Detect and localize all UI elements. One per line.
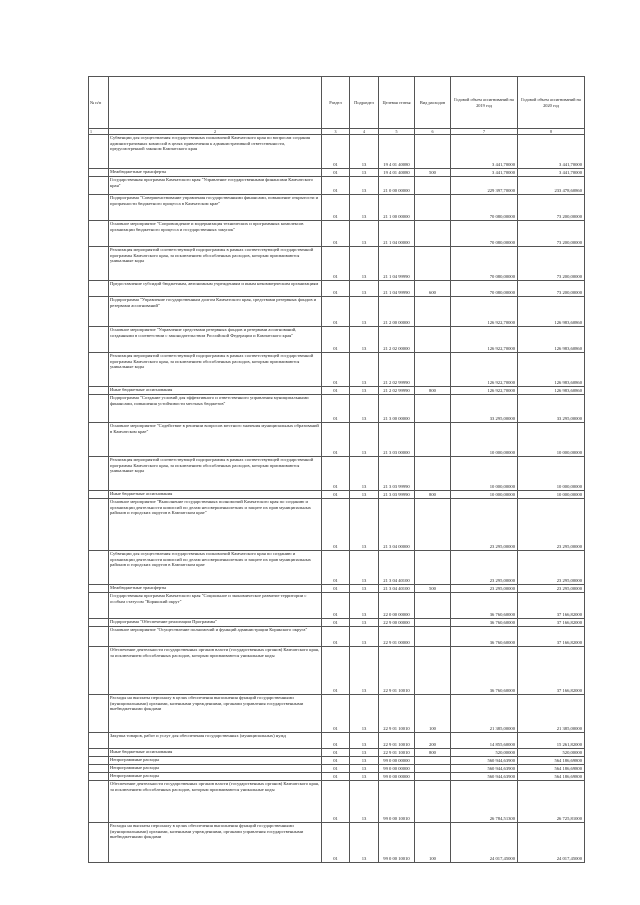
row-name: Подпрограмма "Обеспечение реализации Программы": [109, 619, 322, 627]
row-num: [89, 749, 109, 757]
row-razdel: 01: [322, 499, 350, 551]
row-target-article: 22 0 00 00000: [379, 593, 415, 619]
table-row: [89, 297, 585, 327]
row-amount-2019: 14 855,60000: [451, 733, 518, 749]
table-body: [89, 135, 585, 863]
row-target-article: 99 0 00 10010: [379, 823, 415, 863]
row-name: Непрограммные расходы: [109, 757, 322, 765]
row-podrazdel: 13: [350, 823, 379, 863]
row-expense-type: [415, 395, 451, 423]
row-amount-2020: 24 017,45000: [518, 823, 585, 863]
row-podrazdel: 13: [350, 749, 379, 757]
row-amount-2020: 73 200,00000: [518, 221, 585, 247]
row-amount-2020: 10 000,00000: [518, 423, 585, 457]
row-amount-2019: 24 017,45000: [451, 823, 518, 863]
col-number: 7: [451, 129, 518, 135]
row-name: Иные бюджетные ассигнования: [109, 749, 322, 757]
header-2020: Годовой объем ассигнований на 2020 год: [518, 77, 585, 129]
row-amount-2019: 23 295,00000: [451, 551, 518, 585]
row-podrazdel: 13: [350, 395, 379, 423]
table-row: [89, 281, 585, 297]
table-row: [89, 135, 585, 169]
row-razdel: 01: [322, 619, 350, 627]
row-name: Непрограммные расходы: [109, 765, 322, 773]
budget-table-sheet: [88, 76, 584, 863]
table-row: [89, 647, 585, 695]
row-razdel: 01: [322, 387, 350, 395]
row-num: [89, 135, 109, 169]
row-amount-2019: 10 000,00000: [451, 457, 518, 491]
row-amount-2020: 564 186,69800: [518, 765, 585, 773]
row-target-article: 22 9 01 00000: [379, 627, 415, 647]
row-podrazdel: 13: [350, 177, 379, 195]
row-num: [89, 823, 109, 863]
row-num: [89, 221, 109, 247]
row-name: Иные бюджетные ассигнования: [109, 491, 322, 499]
row-expense-type: [415, 297, 451, 327]
row-amount-2020: 23 295,00000: [518, 499, 585, 551]
row-expense-type: [415, 781, 451, 823]
row-podrazdel: 13: [350, 593, 379, 619]
row-amount-2019: 33 295,00000: [451, 395, 518, 423]
header-podrazdel: Подраздел: [350, 77, 379, 129]
row-expense-type: 600: [415, 281, 451, 297]
row-name: Подпрограмма "Управление государственным долгом Камчатского края, средствами резервных фондов и резервами ассигнований": [109, 297, 322, 327]
row-num: [89, 491, 109, 499]
row-target-article: 19 4 01 40080: [379, 135, 415, 169]
row-amount-2020: 10 000,00000: [518, 457, 585, 491]
row-razdel: 01: [322, 773, 350, 781]
row-amount-2020: 3 441,70000: [518, 135, 585, 169]
row-name: Субвенции для осуществления государственных полномочий Камчатского края по вопросам создания административных комиссий в целях привлечения к административной ответственности, предусмотренной законом Камчатского края: [109, 135, 322, 169]
row-num: [89, 757, 109, 765]
row-num: [89, 593, 109, 619]
col-number: 4: [350, 129, 379, 135]
row-target-article: 21 3 04 00000: [379, 499, 415, 551]
row-podrazdel: 13: [350, 695, 379, 733]
row-name: Обеспечение деятельности государственных органов власти (государственных органов) Камчатского края, за исключением обособленных расходов, которым присваиваются уникальные коды: [109, 647, 322, 695]
row-amount-2020: 33 295,00000: [518, 395, 585, 423]
row-amount-2019: 560 944,63900: [451, 773, 518, 781]
row-num: [89, 353, 109, 387]
table-row: [89, 327, 585, 353]
row-amount-2020: 15 261,82000: [518, 733, 585, 749]
row-amount-2019: 560 944,63900: [451, 765, 518, 773]
row-razdel: 01: [322, 457, 350, 491]
row-amount-2020: 23 295,00000: [518, 585, 585, 593]
row-num: [89, 247, 109, 281]
table-row: [89, 353, 585, 387]
row-razdel: 01: [322, 585, 350, 593]
row-amount-2019: 26 784,51300: [451, 781, 518, 823]
row-amount-2020: 10 000,00000: [518, 491, 585, 499]
row-razdel: 01: [322, 781, 350, 823]
row-razdel: 01: [322, 647, 350, 695]
row-amount-2020: 126 983,60860: [518, 353, 585, 387]
row-num: [89, 647, 109, 695]
row-target-article: 22 9 00 00000: [379, 619, 415, 627]
row-expense-type: [415, 593, 451, 619]
table-row: [89, 395, 585, 423]
row-razdel: 01: [322, 195, 350, 221]
row-num: [89, 387, 109, 395]
col-number: 5: [379, 129, 415, 135]
row-podrazdel: 13: [350, 169, 379, 177]
row-podrazdel: 13: [350, 297, 379, 327]
budget-table: [88, 76, 585, 863]
row-podrazdel: 13: [350, 491, 379, 499]
row-name: Государственная программа Камчатского края "Социальное и экономическое развитие территории с особым статусом "Корякский округ": [109, 593, 322, 619]
col-number: 2: [109, 129, 322, 135]
table-row: [89, 593, 585, 619]
row-name: Иные бюджетные ассигнования: [109, 387, 322, 395]
row-amount-2020: 73 200,00000: [518, 281, 585, 297]
row-target-article: 21 2 02 99990: [379, 353, 415, 387]
row-target-article: 99 0 00 00000: [379, 757, 415, 765]
row-razdel: 01: [322, 353, 350, 387]
row-amount-2019: 23 295,00000: [451, 585, 518, 593]
row-num: [89, 765, 109, 773]
row-name: Межбюджетные трансферты: [109, 169, 322, 177]
row-target-article: 21 3 03 00000: [379, 423, 415, 457]
row-name: Непрограммные расходы: [109, 773, 322, 781]
table-row: [89, 765, 585, 773]
row-podrazdel: 13: [350, 281, 379, 297]
row-num: [89, 499, 109, 551]
row-name: Реализация мероприятий соответствующей подпрограммы в рамках соответствующей государственной программы Камчатского края, за исключением обособленных расходов, которым присваиваются уникальные коды: [109, 247, 322, 281]
row-podrazdel: 13: [350, 247, 379, 281]
table-row: [89, 457, 585, 491]
row-expense-type: [415, 221, 451, 247]
row-num: [89, 177, 109, 195]
row-name: Предоставление субсидий бюджетным, автономным учреждениям и иным некоммерческим организациям: [109, 281, 322, 297]
row-target-article: 21 3 03 99990: [379, 491, 415, 499]
row-target-article: 22 9 01 10010: [379, 749, 415, 757]
row-name: Основное мероприятие "Выполнение государственных полномочий Камчатского края по созданию и организации деятельности комиссий по делам несовершеннолетних и защите их прав муниципальных районов и городских округов в Камчатском крае": [109, 499, 322, 551]
table-row: [89, 491, 585, 499]
row-razdel: 01: [322, 823, 350, 863]
row-name: Реализация мероприятий соответствующей подпрограммы в рамках соответствующей государственной программы Камчатского края, за исключением обособленных расходов, которым присваиваются уникальные коды: [109, 457, 322, 491]
row-podrazdel: 13: [350, 627, 379, 647]
row-amount-2020: 126 983,60860: [518, 297, 585, 327]
row-expense-type: [415, 135, 451, 169]
table-row: [89, 757, 585, 765]
row-num: [89, 195, 109, 221]
row-expense-type: 500: [415, 585, 451, 593]
header-expense-type: Вид расходов: [415, 77, 451, 129]
row-name: Обеспечение деятельности государственных органов власти (государственных органов) Камчатского края, за исключением обособленных расходов, которым присваиваются уникальные коды: [109, 781, 322, 823]
header-target-article: Целевая статья: [379, 77, 415, 129]
row-amount-2020: 73 200,00000: [518, 195, 585, 221]
row-name: Реализация мероприятий соответствующей подпрограммы в рамках соответствующей государственной программы Камчатского края, за исключением обособленных расходов, которым присваиваются уникальные коды: [109, 353, 322, 387]
row-razdel: 01: [322, 551, 350, 585]
row-num: [89, 281, 109, 297]
row-target-article: 21 2 00 00000: [379, 297, 415, 327]
row-num: [89, 457, 109, 491]
row-target-article: 21 1 04 99990: [379, 247, 415, 281]
row-amount-2019: 36 760,60000: [451, 619, 518, 627]
row-amount-2020: 564 186,69800: [518, 773, 585, 781]
row-amount-2020: 126 983,60860: [518, 387, 585, 395]
row-name: Расходы на выплаты персоналу в целях обеспечения выполнения функций государственными (муниципальными) органами, казенными учреждениями, органами управления государственными внебюджетными фондами: [109, 695, 322, 733]
col-number: 1: [89, 129, 109, 135]
row-expense-type: [415, 353, 451, 387]
row-expense-type: [415, 765, 451, 773]
row-num: [89, 551, 109, 585]
header-razdel: Раздел: [322, 77, 350, 129]
row-expense-type: [415, 457, 451, 491]
row-expense-type: [415, 627, 451, 647]
col-number: 6: [415, 129, 451, 135]
row-podrazdel: 13: [350, 353, 379, 387]
row-amount-2020: 564 186,69800: [518, 757, 585, 765]
row-target-article: 21 3 04 40100: [379, 551, 415, 585]
table-row: [89, 195, 585, 221]
row-podrazdel: 13: [350, 733, 379, 749]
row-expense-type: 800: [415, 749, 451, 757]
row-expense-type: [415, 499, 451, 551]
row-name: Основное мероприятие "Управление средствами резервных фондов и резервами ассигнований, созданными в соответствии с законодательством Российской Федерации и Камчатского края": [109, 327, 322, 353]
row-razdel: 01: [322, 491, 350, 499]
table-row: [89, 749, 585, 757]
row-amount-2020: 26 725,81000: [518, 781, 585, 823]
row-amount-2019: 21 385,00000: [451, 695, 518, 733]
row-target-article: 21 3 03 99990: [379, 457, 415, 491]
row-podrazdel: 13: [350, 757, 379, 765]
table-row: [89, 695, 585, 733]
row-podrazdel: 13: [350, 195, 379, 221]
row-num: [89, 395, 109, 423]
row-amount-2019: 126 922,70000: [451, 387, 518, 395]
row-expense-type: [415, 327, 451, 353]
row-razdel: 01: [322, 135, 350, 169]
row-name: Основное мероприятие "Сопровождение и модернизация технических и программных комплексов организации бюджетного процесса и государственных закупок": [109, 221, 322, 247]
header-2019: Годовой объем ассигнований на 2019 год: [451, 77, 518, 129]
row-amount-2019: 126 922,70000: [451, 297, 518, 327]
row-podrazdel: 13: [350, 423, 379, 457]
table-row: [89, 773, 585, 781]
row-razdel: 01: [322, 423, 350, 457]
row-target-article: 21 3 00 00000: [379, 395, 415, 423]
row-num: [89, 695, 109, 733]
row-expense-type: [415, 619, 451, 627]
row-amount-2019: 36 760,60000: [451, 647, 518, 695]
row-razdel: 01: [322, 221, 350, 247]
row-name: Основное мероприятие "Содействие в решении вопросов местного значения муниципальных образований в Камчатском крае": [109, 423, 322, 457]
row-amount-2020: 126 983,60860: [518, 327, 585, 353]
row-razdel: 01: [322, 627, 350, 647]
table-row: [89, 387, 585, 395]
row-amount-2020: 3 441,70000: [518, 169, 585, 177]
row-podrazdel: 13: [350, 221, 379, 247]
row-num: [89, 619, 109, 627]
col-number: 3: [322, 129, 350, 135]
row-razdel: 01: [322, 395, 350, 423]
row-podrazdel: 13: [350, 457, 379, 491]
row-target-article: 99 0 00 10010: [379, 781, 415, 823]
row-target-article: 21 2 02 99990: [379, 387, 415, 395]
row-target-article: 21 3 04 40100: [379, 585, 415, 593]
table-row: [89, 499, 585, 551]
row-target-article: 21 1 00 00000: [379, 195, 415, 221]
row-num: [89, 773, 109, 781]
row-target-article: 19 4 01 40080: [379, 169, 415, 177]
row-target-article: 22 9 01 10010: [379, 733, 415, 749]
row-amount-2019: 3 441,70000: [451, 169, 518, 177]
row-amount-2020: 37 166,82000: [518, 619, 585, 627]
row-expense-type: 800: [415, 387, 451, 395]
row-num: [89, 327, 109, 353]
row-razdel: 01: [322, 749, 350, 757]
row-amount-2020: 21 385,00000: [518, 695, 585, 733]
table-row: [89, 177, 585, 195]
row-razdel: 01: [322, 177, 350, 195]
row-expense-type: 500: [415, 169, 451, 177]
table-row: [89, 423, 585, 457]
row-amount-2019: 10 000,00000: [451, 491, 518, 499]
row-razdel: 01: [322, 593, 350, 619]
row-amount-2019: 70 080,00000: [451, 281, 518, 297]
row-razdel: 01: [322, 695, 350, 733]
row-name: Государственная программа Камчатского края "Управление государственными финансами Камчатского края": [109, 177, 322, 195]
row-num: [89, 423, 109, 457]
row-target-article: 22 9 01 10010: [379, 695, 415, 733]
row-expense-type: 100: [415, 823, 451, 863]
row-expense-type: 100: [415, 695, 451, 733]
row-target-article: 21 1 04 00000: [379, 221, 415, 247]
row-razdel: 01: [322, 247, 350, 281]
row-amount-2019: 36 760,60000: [451, 627, 518, 647]
row-name: Расходы на выплаты персоналу в целях обеспечения выполнения функций государственными (муниципальными) органами, казенными учреждениями, органами управления государственными внебюджетными фондами: [109, 823, 322, 863]
row-expense-type: [415, 757, 451, 765]
row-amount-2020: 37 166,82000: [518, 627, 585, 647]
row-expense-type: [415, 647, 451, 695]
table-row: [89, 823, 585, 863]
header-num: № п/п: [89, 77, 109, 129]
row-razdel: 01: [322, 281, 350, 297]
table-row: [89, 247, 585, 281]
row-razdel: 01: [322, 733, 350, 749]
row-amount-2019: 10 000,00000: [451, 423, 518, 457]
table-row: [89, 733, 585, 749]
row-amount-2019: 126 922,70000: [451, 327, 518, 353]
row-num: [89, 297, 109, 327]
row-amount-2019: 70 080,00000: [451, 247, 518, 281]
row-amount-2019: 23 295,00000: [451, 499, 518, 551]
row-expense-type: [415, 551, 451, 585]
row-name: Субвенции для осуществления государственных полномочий Камчатского края по созданию и организации деятельности комиссий по делам несовершеннолетних и защите их прав муниципальных районов и городских округов в Камчатском крае: [109, 551, 322, 585]
row-expense-type: 200: [415, 733, 451, 749]
row-amount-2019: 3 441,70000: [451, 135, 518, 169]
row-target-article: 22 9 01 10010: [379, 647, 415, 695]
row-target-article: 99 0 00 00000: [379, 765, 415, 773]
row-name: Подпрограмма "Создание условий для эффективного и ответственного управления муниципальными финансами, повышения устойчивости местных бюджетов": [109, 395, 322, 423]
row-expense-type: [415, 177, 451, 195]
row-podrazdel: 13: [350, 551, 379, 585]
table-row: [89, 169, 585, 177]
row-podrazdel: 13: [350, 499, 379, 551]
row-razdel: 01: [322, 757, 350, 765]
row-expense-type: [415, 247, 451, 281]
table-row: [89, 781, 585, 823]
row-amount-2019: 229 397,70000: [451, 177, 518, 195]
row-podrazdel: 13: [350, 135, 379, 169]
row-amount-2020: 37 166,82000: [518, 593, 585, 619]
header-name: [109, 77, 322, 129]
row-podrazdel: 13: [350, 773, 379, 781]
row-target-article: 99 0 00 00000: [379, 773, 415, 781]
row-amount-2019: 70 080,00000: [451, 221, 518, 247]
row-num: [89, 627, 109, 647]
row-amount-2020: 37 166,82000: [518, 647, 585, 695]
row-name: Закупка товаров, работ и услуг для обеспечения государственных (муниципальных) нужд: [109, 733, 322, 749]
row-razdel: 01: [322, 169, 350, 177]
row-amount-2020: 520,00000: [518, 749, 585, 757]
row-amount-2019: 520,00000: [451, 749, 518, 757]
row-num: [89, 781, 109, 823]
row-podrazdel: 13: [350, 327, 379, 353]
row-razdel: 01: [322, 297, 350, 327]
row-target-article: 21 1 04 99990: [379, 281, 415, 297]
table-row: [89, 221, 585, 247]
row-podrazdel: 13: [350, 647, 379, 695]
row-name: Основное мероприятие "Осуществление полномочий и функций администрации Корякского округа": [109, 627, 322, 647]
row-amount-2019: 70 080,00000: [451, 195, 518, 221]
row-expense-type: [415, 773, 451, 781]
row-num: [89, 169, 109, 177]
row-expense-type: [415, 195, 451, 221]
row-podrazdel: 13: [350, 619, 379, 627]
row-target-article: 21 2 02 00000: [379, 327, 415, 353]
row-expense-type: [415, 423, 451, 457]
row-target-article: 21 0 00 00000: [379, 177, 415, 195]
row-podrazdel: 13: [350, 387, 379, 395]
row-num: [89, 585, 109, 593]
table-row: [89, 619, 585, 627]
table-header-row: [89, 77, 585, 129]
row-podrazdel: 13: [350, 585, 379, 593]
row-amount-2019: 560 944,63900: [451, 757, 518, 765]
row-amount-2020: 73 200,00000: [518, 247, 585, 281]
table-row: [89, 627, 585, 647]
row-amount-2020: 233 478,60860: [518, 177, 585, 195]
row-podrazdel: 13: [350, 781, 379, 823]
row-name: Межбюджетные трансферты: [109, 585, 322, 593]
row-name: Подпрограмма "Совершенствование управления государственными финансами, повышение открытости и прозрачности бюджетного процесса в Камчатском крае": [109, 195, 322, 221]
row-razdel: 01: [322, 765, 350, 773]
table-row: [89, 551, 585, 585]
row-amount-2020: 23 295,00000: [518, 551, 585, 585]
row-amount-2019: 36 760,60000: [451, 593, 518, 619]
row-amount-2019: 126 922,70000: [451, 353, 518, 387]
row-expense-type: 800: [415, 491, 451, 499]
row-num: [89, 733, 109, 749]
table-row: [89, 585, 585, 593]
row-razdel: 01: [322, 327, 350, 353]
col-number: 8: [518, 129, 585, 135]
row-podrazdel: 13: [350, 765, 379, 773]
